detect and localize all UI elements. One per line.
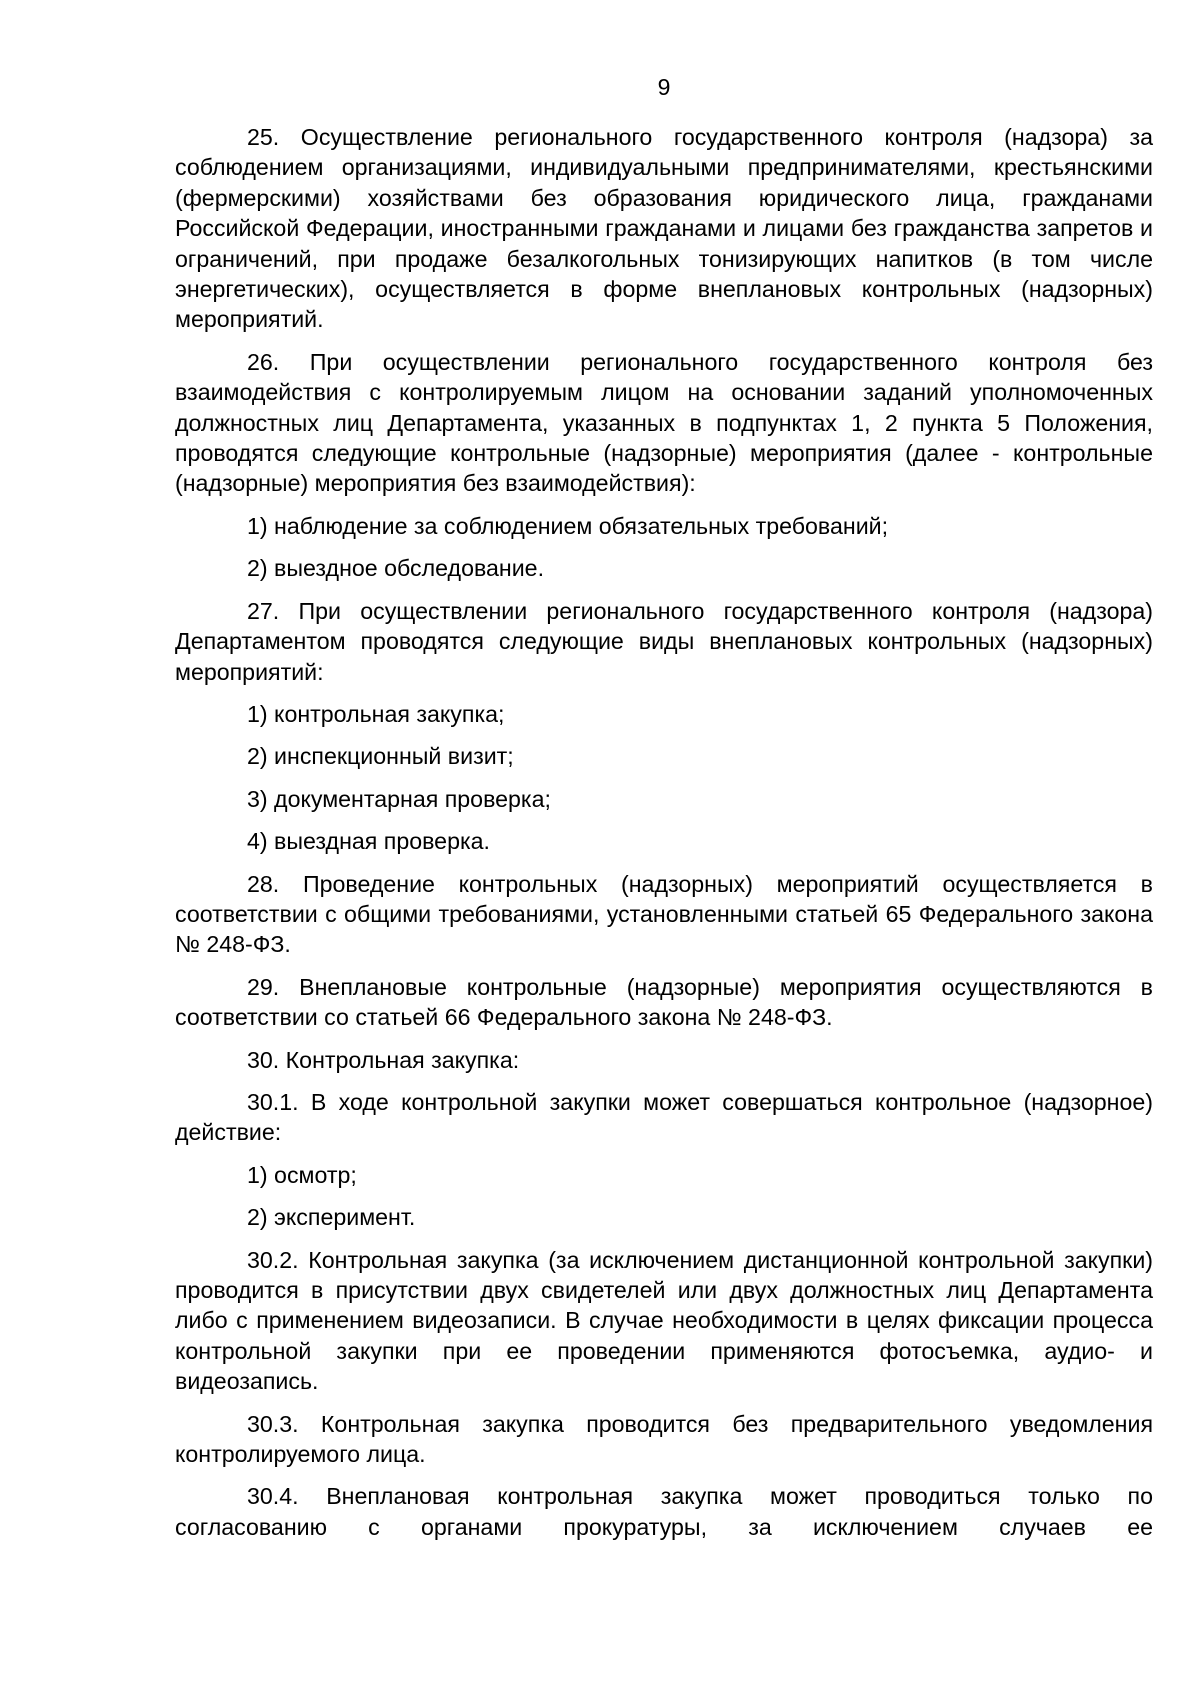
list-item: 1) осмотр; — [247, 1161, 357, 1188]
paragraph-27: 27. При осуществлении регионального государственного контроля (надзора) Департаментом проводятся следующие виды внеплановых контрольных (надзорных) мероприятий: — [175, 597, 1153, 685]
paragraph-30-2: 30.2. Контрольная закупка (за исключением дистанционной контрольной закупки) проводится в присутствии двух свидетелей или двух должностных лиц Департамента либо с применением видеозаписи. В случае необходимости в целях фиксации процесса контрольной закупки при ее проведении применяются фотосъемка, аудио- и видеозапись. — [175, 1246, 1153, 1395]
list-item: 2) эксперимент. — [247, 1204, 416, 1231]
paragraph-25: 25. Осуществление регионального государственного контроля (надзора) за соблюдением организациями, индивидуальными предпринимателями, крестьянскими (фермерскими) хозяйствами без образования юридического лица, гражданами Российской Федерации, иностранными гражданами и лицами без гражданства запретов и ограничений, при продаже безалкогольных тонизирующих напитков (в том числе энергетических), осуществляется в форме внеплановых контрольных (надзорных) мероприятий. — [175, 124, 1153, 333]
list-item: 3) документарная проверка; — [247, 785, 551, 812]
paragraph-30-1: 30.1. В ходе контрольной закупки может совершаться контрольное (надзорное) действие: — [175, 1088, 1153, 1146]
list-item: 4) выездная проверка. — [247, 828, 490, 855]
paragraph-28: 28. Проведение контрольных (надзорных) мероприятий осуществляется в соответствии с общими требованиями, установленными статьей 65 Федерального закона № 248-ФЗ. — [175, 870, 1153, 958]
paragraph-29: 29. Внеплановые контрольные (надзорные) мероприятия осуществляются в соответствии со статьей 66 Федерального закона № 248-ФЗ. — [175, 973, 1153, 1031]
paragraph-30-3: 30.3. Контрольная закупка проводится без предварительного уведомления контролируемого лица. — [175, 1410, 1153, 1468]
page-number: 9 — [657, 74, 671, 100]
paragraph-26: 26. При осуществлении регионального государственного контроля без взаимодействия с контролируемым лицом на основании заданий уполномоченных должностных лиц Департамента, указанных в подпунктах 1, 2 пункта 5 Положения, проводятся следующие контрольные (надзорные) мероприятия (далее - контрольные (надзорные) мероприятия без взаимодействия): — [175, 348, 1153, 497]
document-body — [175, 122, 1153, 1554]
paragraph-30: 30. Контрольная закупка: — [247, 1046, 520, 1073]
list-item: 1) наблюдение за соблюдением обязательных требований; — [247, 512, 889, 539]
list-item: 2) выездное обследование. — [247, 555, 545, 582]
list-item: 2) инспекционный визит; — [247, 743, 514, 770]
list-item: 1) контрольная закупка; — [247, 700, 505, 727]
paragraph-30-4: 30.4. Внеплановая контрольная закупка может проводиться только по согласованию с органами прокуратуры, за исключением случаев ее — [175, 1483, 1153, 1540]
